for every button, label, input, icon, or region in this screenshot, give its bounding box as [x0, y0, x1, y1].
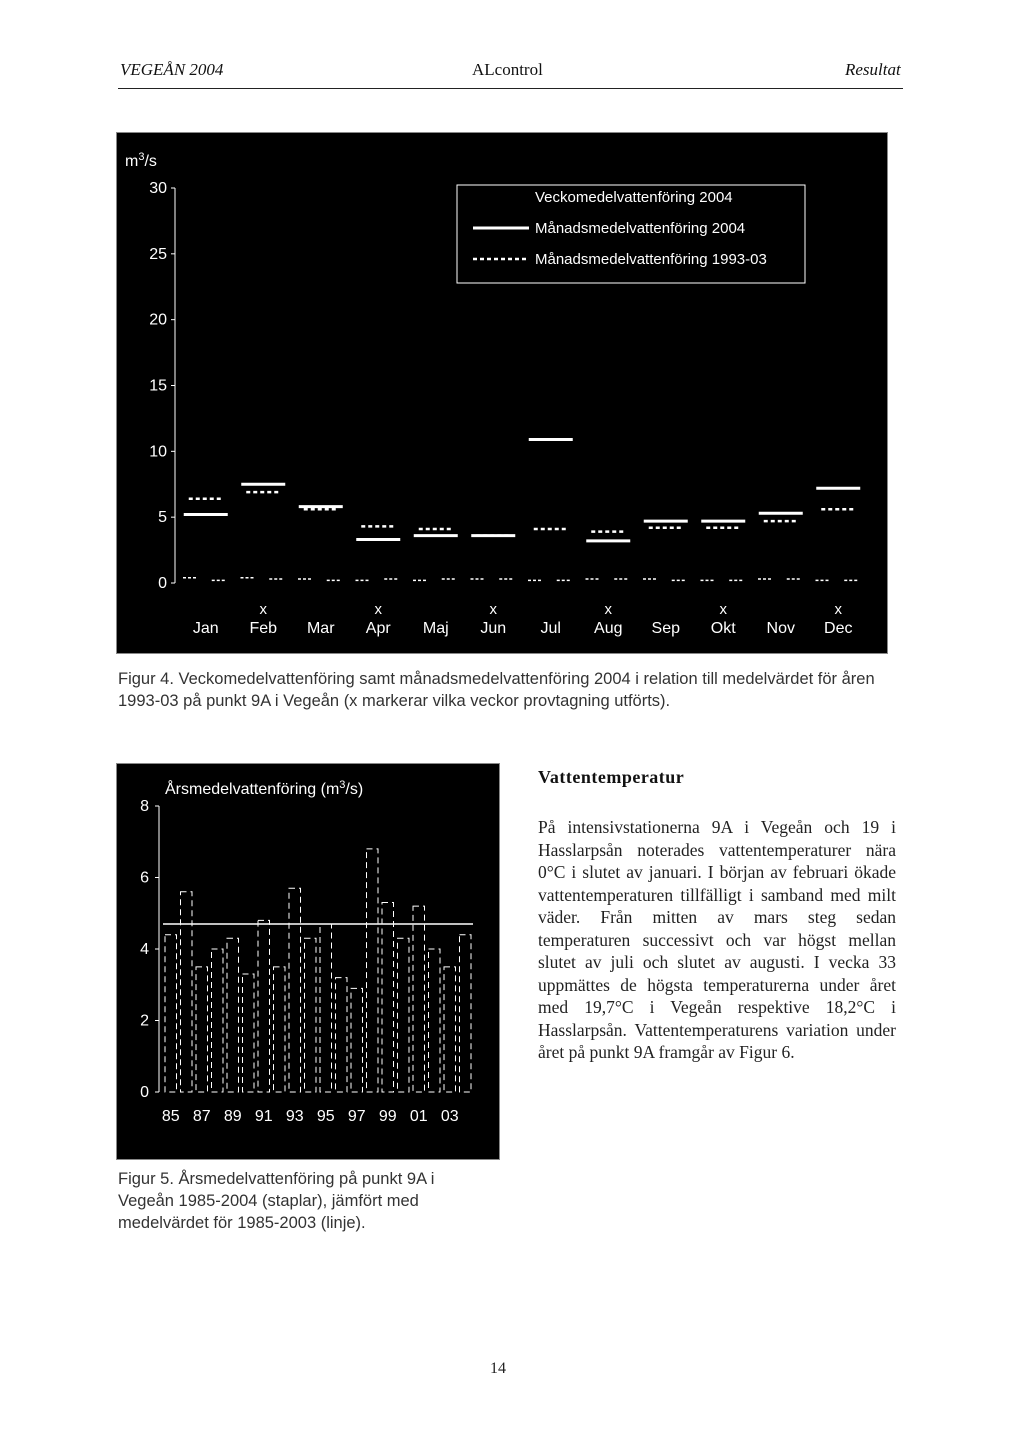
figure5-chart	[116, 763, 500, 1160]
x-tick-label: 97	[347, 1108, 366, 1125]
header-center: ALcontrol	[472, 60, 543, 79]
x-tick-label: Jun	[480, 620, 507, 637]
y-tick-label: 10	[149, 443, 167, 461]
y-tick-label: 6	[140, 869, 149, 887]
y-tick-label: 2	[140, 1012, 149, 1030]
annual-flow-bar	[398, 938, 410, 1092]
sampling-marker: x	[374, 601, 382, 618]
sampling-marker: x	[259, 601, 267, 618]
annual-flow-bar	[460, 935, 472, 1092]
x-tick-label: Maj	[422, 620, 449, 637]
chart-title: Årsmedelvattenföring $(m^3/s)$	[165, 779, 364, 798]
x-tick-label: Apr	[365, 620, 391, 637]
annual-flow-bar	[382, 903, 394, 1092]
y-tick-label: 8	[140, 798, 149, 815]
x-tick-label: 01	[409, 1108, 428, 1125]
y-tick-label: 0	[158, 575, 167, 592]
header-right: Resultat	[845, 60, 901, 79]
figure4-svg	[117, 133, 887, 653]
annual-flow-bar	[444, 967, 456, 1092]
section-title: Vattentemperatur	[538, 767, 685, 787]
annual-flow-bar	[289, 888, 301, 1092]
x-tick-label: Okt	[710, 620, 736, 637]
figure5-caption: Figur 5. Årsmedelvattenföring på punkt 9A i Vegeån 1985-2004 (staplar), jämfört med medelvärdet för 1985-2003 (linje).	[118, 1170, 435, 1232]
header-rule	[118, 88, 903, 89]
y-tick-label: 4	[140, 941, 149, 958]
y-tick-label: 25	[149, 245, 167, 263]
annual-flow-bar	[305, 938, 317, 1092]
y-tick-label: 0	[140, 1084, 149, 1101]
annual-flow-bar	[258, 920, 270, 1092]
x-tick-label: Dec	[824, 620, 853, 637]
x-tick-label: 99	[378, 1108, 397, 1125]
x-tick-label: Jan	[192, 620, 219, 637]
annual-flow-bar	[212, 949, 224, 1092]
annual-flow-bar	[196, 967, 208, 1092]
annual-flow-bar	[429, 949, 441, 1092]
annual-flow-bar	[351, 988, 363, 1092]
sampling-marker: x	[834, 601, 842, 618]
section-body: På intensivstationerna 9A i Vegeån och 19 i Hasslarpsån noterades vattentemperaturer nära 0°C i slutet av januari. I början av februari ökade vattentemperaturen tillfälligt i samband med milt väder. Från mitten av mars steg sedan temperaturen successivt och var högst mellan slutet av juli och slutet av augusti. I vecka 33 uppmättes de högsta temperaturerna under året med 19,7°C i Vegeån respektive 18,2°C i Hasslarpsån. Vattentemperaturens variation under året på punkt 9A framgår av Figur 6.	[538, 817, 896, 1062]
y-axis-label: $m^3/s$	[125, 151, 157, 170]
legend-entry: Månadsmedelvattenföring 2004	[535, 220, 746, 237]
annual-flow-bar	[165, 935, 177, 1092]
figure5-svg	[117, 764, 499, 1159]
y-tick-label: 5	[158, 509, 167, 527]
annual-flow-bar	[243, 974, 255, 1092]
annual-flow-bar	[367, 849, 379, 1092]
x-tick-label: 95	[316, 1108, 335, 1125]
y-tick-label: 30	[149, 180, 167, 197]
x-tick-label: Sep	[651, 620, 680, 637]
annual-flow-bar	[181, 892, 193, 1092]
x-tick-label: Feb	[249, 620, 278, 637]
annual-flow-bar	[320, 924, 332, 1092]
legend-entry: Månadsmedelvattenföring 1993-03	[535, 251, 767, 268]
figure4-caption: Figur 4. Veckomedelvattenföring samt månadsmedelvattenföring 2004 i relation till medelvärdet för åren 1993-03 på punkt 9A i Vegeån (x markerar vilka veckor provtagning utförts).	[118, 670, 875, 710]
annual-flow-bar	[227, 938, 239, 1092]
annual-flow-bar	[336, 978, 348, 1092]
x-tick-label: 87	[192, 1108, 211, 1125]
header-left: VEGEÅN 2004	[120, 60, 224, 79]
x-tick-label: Jul	[540, 620, 561, 637]
y-tick-label: 20	[149, 311, 167, 329]
x-tick-label: Nov	[766, 620, 795, 637]
annual-flow-bar	[274, 967, 286, 1092]
x-tick-label: 89	[223, 1108, 242, 1125]
y-tick-label: 15	[149, 377, 167, 395]
x-tick-label: 93	[285, 1108, 304, 1125]
sampling-marker: x	[489, 601, 497, 618]
x-tick-label: 91	[254, 1108, 273, 1125]
x-tick-label: 03	[440, 1108, 459, 1125]
annual-flow-bar	[413, 906, 425, 1092]
x-tick-label: Mar	[306, 620, 335, 637]
x-tick-label: 85	[161, 1108, 180, 1125]
figure4-chart	[116, 132, 888, 654]
x-tick-label: Aug	[594, 620, 623, 637]
legend-entry: Veckomedelvattenföring 2004	[535, 189, 733, 206]
sampling-marker: x	[604, 601, 612, 618]
sampling-marker: x	[719, 601, 727, 618]
page-number: 14	[490, 1360, 506, 1377]
